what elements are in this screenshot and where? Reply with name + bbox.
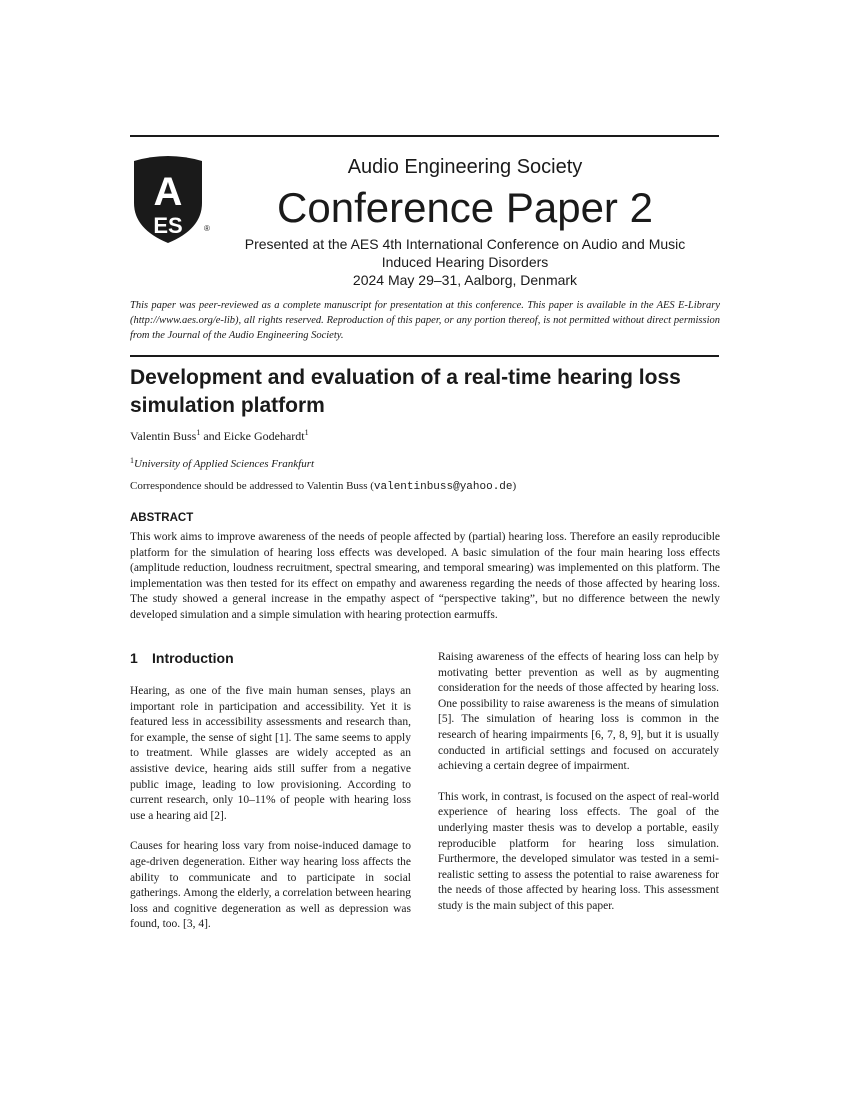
correspondence-text: Correspondence should be addressed to Valentin Buss ( [130, 480, 374, 492]
presented-at [210, 235, 720, 289]
section-number: 1 [130, 650, 138, 666]
presented-line: 2024 May 29–31, Aalborg, Denmark [352, 272, 578, 288]
top-rule [130, 135, 719, 137]
author-separator: and [200, 429, 224, 443]
conference-paper-title: Conference Paper 2 [277, 184, 653, 231]
registered-mark: ® [204, 224, 210, 233]
abstract-heading: ABSTRACT [130, 512, 194, 524]
logo-letters-bottom: ES [153, 213, 183, 238]
body-paragraph: Causes for hearing loss vary from noise-induced damage to age-driven degeneration. Either way hearing loss affects the ability to communicate and to participate in social gatherings. Among the elderly, a correlation between hearing loss and cognitive degeneration as well as depression was found, too. [3, 4]. [130, 840, 411, 931]
peer-review-notice: This paper was peer-reviewed as a complete manuscript for presentation at this conference. This paper is available in the AES E-Library (http://www.aes.org/e-lib), all rights reserved. Reproduction of this paper, or any portion thereof, is not permitted without direct permission from the Journal of the Audio Engineering Society. [130, 300, 720, 341]
header-bottom-rule [130, 355, 719, 357]
presented-line: Presented at the AES 4th International Conference on Audio and Music [244, 236, 686, 252]
section-title: Introduction [152, 650, 234, 666]
correspondence-email[interactable]: valentinbuss@yahoo.de [373, 481, 513, 493]
body-paragraph: Hearing, as one of the five main human senses, plays an important role in participation and accessibility. Yet it is featured less in accessibility assessments and research than, for example, the sense of sight [1]. The same seems to apply to treatment. While glasses are widely accepted as an assistive device, hearing aids still suffer from a negative public image, leading to low provisioning. According to current research, only 10–11% of people with hearing loss use a hearing aid [2]. [130, 685, 411, 822]
paper-title: Development and evaluation of a real-time hearing loss simulation platform [130, 366, 681, 417]
left-column [130, 684, 411, 948]
logo-letters-top: A [153, 170, 183, 214]
body-paragraph: This work, in contrast, is focused on the aspect of real-world experience of hearing loss effects. The goal of the underlying master thesis was to develop a portable, easily reproducible platform for hearing loss simulation. Furthermore, the developed simulator was tested in a semi-realistic setting to assess the potential to raise awareness for the needs of those affected by hearing loss. This assessment study is the main subject of this paper. [438, 790, 719, 912]
author-name: Eicke Godehardt [223, 429, 305, 443]
correspondence-close: ) [512, 480, 517, 492]
correspondence [130, 479, 516, 495]
aes-logo-icon [128, 155, 210, 245]
affiliation-marker: 1 [130, 456, 134, 465]
section-heading [130, 649, 234, 667]
presented-line: Induced Hearing Disorders [381, 254, 549, 270]
author-affiliation-marker: 1 [196, 428, 201, 437]
author-name: Valentin Buss [130, 429, 197, 443]
affiliation [130, 457, 314, 472]
society-name: Audio Engineering Society [347, 156, 583, 178]
body-paragraph: Raising awareness of the effects of hearing loss can help by motivating better prevention as well as by augmenting consideration for the needs of those affected by hearing loss. One possibility to raise awareness is the means of simulation [5]. The simulation of hearing loss is common in the research of hearing impairments [6, 7, 8, 9], but it is usually conducted in artificial settings and focused on accurately achieving a certain degree of impairment. [438, 651, 719, 773]
abstract-text: This work aims to improve awareness of the needs of people affected by (partial) hearing loss. Therefore an easily reproducible platform for the simulation of hearing loss effects was developed. A basic simulation of the four main hearing loss effects (amplitude reduction, loudness recruitment, spectral smearing, and temporal smearing) was implemented on this platform. The implementation was then tested for its effect on empathy and awareness regarding the needs of those affected by hearing loss. The study showed a general increase in the empathy aspect of “perspective taking”, but no difference between the newly developed simulation and a simple simulation with hearing protection earmuffs. [130, 531, 720, 621]
author-list [130, 429, 309, 444]
author-affiliation-marker: 1 [304, 428, 309, 437]
right-column [438, 650, 719, 930]
affiliation-name: University of Applied Sciences Frankfurt [134, 458, 315, 470]
